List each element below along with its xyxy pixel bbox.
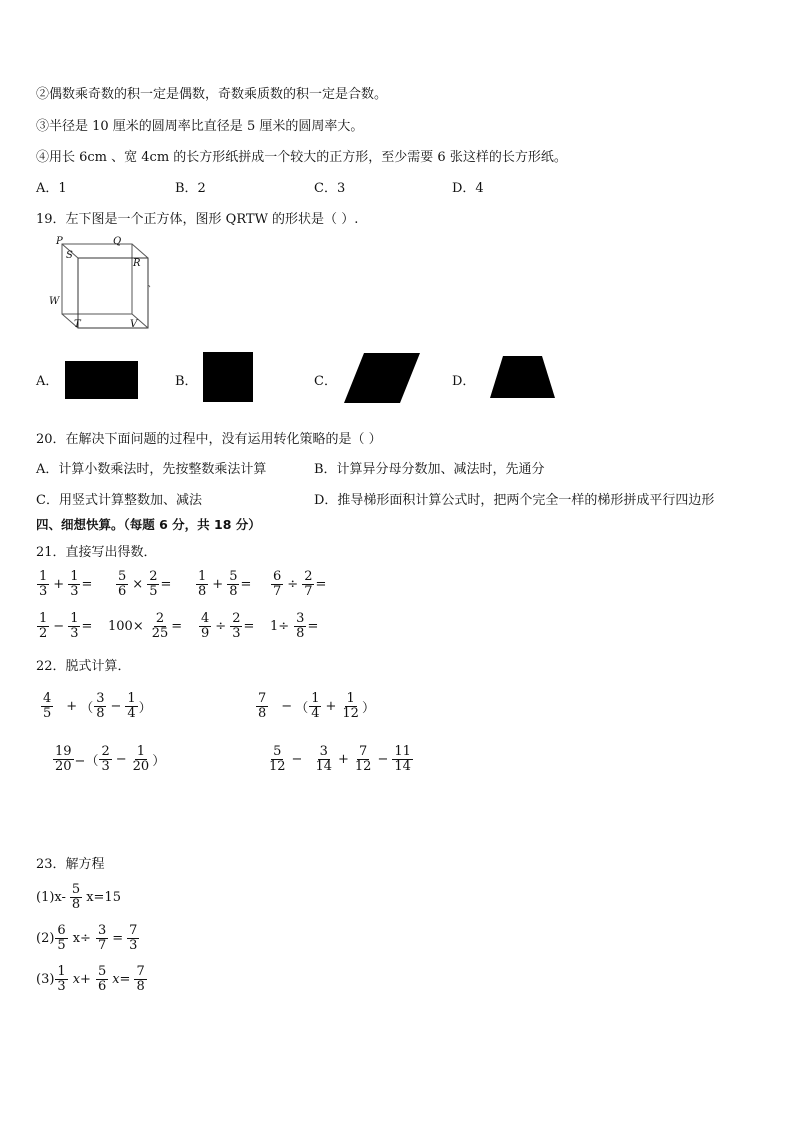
- operator: +: [212, 576, 224, 592]
- operator: −: [115, 751, 127, 767]
- denominator: 6: [97, 978, 107, 994]
- q21-r1-item-1: [36, 570, 92, 598]
- q22-stem: 22．脱式计算．: [36, 659, 131, 674]
- denominator: 7: [97, 937, 107, 953]
- denominator: 14: [394, 758, 411, 774]
- statement-3: ③半径是 10 厘米的圆周率比直径是 5 厘米的圆周率大。: [36, 119, 364, 134]
- numerator: 5: [118, 569, 127, 584]
- numerator: 3: [97, 923, 107, 938]
- denominator: 8: [296, 625, 305, 641]
- cube-label-r: R: [133, 258, 141, 269]
- numerator: 1: [346, 691, 355, 706]
- operator: +: [53, 576, 65, 592]
- denominator: 7: [304, 583, 313, 599]
- denominator: 8: [258, 705, 267, 721]
- numerator: 5: [229, 569, 238, 584]
- q21-r1-item-3: [195, 570, 251, 598]
- q21-r1-item-2: [115, 570, 171, 598]
- q19-option-a[interactable]: A．: [36, 374, 59, 389]
- numerator: 2: [101, 744, 110, 759]
- numerator: 7: [136, 964, 145, 979]
- numerator: 1: [198, 569, 207, 584]
- equals: =: [171, 618, 183, 634]
- denominator: 2: [39, 625, 48, 641]
- rectangle-shape-icon: [65, 361, 138, 399]
- cube-label-q: Q: [113, 236, 122, 247]
- numerator: 1: [57, 964, 66, 979]
- operator: −: [281, 698, 293, 714]
- cube-label-t: T: [74, 319, 81, 330]
- denominator: 3: [129, 937, 138, 953]
- suffix: x=15: [86, 889, 121, 905]
- q20-stem: 20．在解决下面问题的过程中，没有运用转化策略的是（ ）: [36, 432, 382, 447]
- right-paren: ）: [138, 700, 152, 716]
- numerator: 1: [39, 569, 48, 584]
- cube-label-s: S: [66, 250, 73, 261]
- q22-expression-2: [255, 692, 375, 720]
- denominator: 5: [149, 583, 158, 599]
- operator: −: [377, 751, 389, 767]
- middle: x+: [72, 971, 91, 987]
- left-paren: （: [295, 700, 309, 716]
- q20-option-a[interactable]: A．计算小数乘法时，先按整数乘法计算: [36, 462, 267, 477]
- q19-option-c[interactable]: C．: [314, 374, 337, 389]
- left-paren: （: [80, 700, 94, 716]
- cube-mark: 、: [147, 276, 158, 289]
- operator: ÷: [287, 576, 299, 592]
- right-paren: ）: [152, 753, 166, 769]
- denominator: 3: [70, 625, 79, 641]
- numerator: 3: [96, 691, 105, 706]
- q21-r2-item-2: [108, 612, 182, 640]
- square-shape-icon: [203, 352, 253, 402]
- numerator: 4: [201, 611, 210, 626]
- denominator: 6: [118, 583, 127, 599]
- numerator: 1: [127, 691, 136, 706]
- denominator: 4: [311, 705, 320, 721]
- cube-label-p: P: [56, 236, 63, 247]
- denominator: 20: [55, 758, 72, 774]
- prefix: (2): [36, 930, 55, 946]
- denominator: 8: [71, 896, 81, 912]
- q21-r1-item-4: [270, 570, 326, 598]
- denominator: 14: [315, 758, 332, 774]
- q23-equation-1: [36, 883, 121, 911]
- denominator: 7: [273, 583, 282, 599]
- numerator: 11: [394, 744, 411, 759]
- denominator: 12: [354, 758, 372, 774]
- denominator: 8: [136, 978, 145, 994]
- denominator: 12: [269, 758, 286, 774]
- denominator: 3: [70, 583, 79, 599]
- denominator: 8: [229, 583, 238, 599]
- q20-option-c[interactable]: C．用竖式计算整数加、减法: [36, 493, 202, 508]
- numerator: 3: [319, 744, 328, 759]
- prefix: (1)x-: [36, 889, 66, 905]
- denominator: 3: [232, 625, 241, 641]
- numerator: 6: [273, 569, 282, 584]
- q21-stem: 21．直接写出得数．: [36, 545, 157, 560]
- q21-r2-item-3: [198, 612, 254, 640]
- q18-option-c: C．3: [314, 181, 346, 196]
- operator: +: [325, 698, 337, 714]
- numerator: 7: [359, 744, 368, 759]
- middle: x÷: [72, 930, 91, 946]
- q20-option-d[interactable]: D．推导梯形面积计算公式时，把两个完全一样的梯形拼成平行四边形: [314, 493, 715, 508]
- denominator: 8: [198, 583, 207, 599]
- numerator: 2: [304, 569, 313, 584]
- equals: =: [307, 618, 319, 634]
- numerator: 1: [70, 569, 79, 584]
- q21-r2-item-4: [270, 612, 318, 640]
- denominator: 8: [96, 705, 105, 721]
- numerator: 5: [71, 882, 81, 897]
- numerator: 1: [311, 691, 320, 706]
- q23-equation-2: [36, 924, 140, 952]
- statement-2: ②偶数乘奇数的积一定是偶数，奇数乘质数的积一定是合数。: [36, 87, 388, 102]
- numerator: 5: [97, 964, 107, 979]
- q19-option-d[interactable]: D．: [452, 374, 476, 389]
- operator: −: [53, 618, 65, 634]
- q19-stem: 19．左下图是一个正方体，图形 QRTW 的形状是（ ）.: [36, 212, 359, 227]
- prefix: (3): [36, 971, 55, 987]
- operator: ÷: [215, 618, 227, 634]
- numerator: 1: [136, 744, 146, 759]
- q18-option-a: A．1: [36, 181, 67, 196]
- numerator: 19: [55, 744, 72, 759]
- operator: −（: [74, 753, 99, 769]
- numerator: 3: [296, 611, 305, 626]
- statement-4: ④用长 6cm 、宽 4cm 的长方形纸拼成一个较大的正方形，至少需要 6 张这样的长方形纸。: [36, 150, 567, 165]
- q22-expression-3: [52, 745, 165, 773]
- cube-label-w: W: [49, 296, 60, 307]
- numerator: 7: [129, 923, 138, 938]
- prefix: 1÷: [270, 618, 290, 634]
- numerator: 5: [273, 744, 282, 759]
- prefix: 100×: [108, 618, 144, 634]
- trapezoid-shape-icon: [490, 356, 555, 398]
- equals: =: [81, 576, 93, 592]
- numerator: 1: [39, 611, 48, 626]
- numerator: 6: [57, 923, 66, 938]
- parallelogram-shape-icon: [344, 353, 420, 403]
- right-paren: ）: [361, 700, 375, 716]
- operator: ×: [132, 576, 144, 592]
- denominator: 9: [201, 625, 210, 641]
- operator: +: [338, 751, 349, 767]
- denominator: 3: [101, 758, 110, 774]
- denominator: 12: [342, 705, 359, 721]
- numerator: 2: [155, 611, 165, 626]
- numerator: 1: [70, 611, 79, 626]
- equals: =: [160, 576, 172, 592]
- section-4-heading: 四、细想快算。（每题 6 分，共 18 分）: [36, 517, 261, 532]
- numerator: 4: [43, 691, 52, 706]
- q22-expression-1: [40, 692, 152, 720]
- q23-equation-3: [36, 965, 148, 993]
- q22-expression-4: [266, 745, 414, 773]
- denominator: 5: [43, 705, 52, 721]
- q18-option-b: B．2: [175, 181, 206, 196]
- denominator: 3: [57, 978, 66, 994]
- numerator: 2: [149, 569, 158, 584]
- q19-option-b[interactable]: B．: [175, 374, 198, 389]
- equals: =: [315, 576, 327, 592]
- denominator: 25: [151, 625, 169, 641]
- operator: −: [291, 751, 303, 767]
- denominator: 20: [132, 758, 150, 774]
- equals: =: [240, 576, 252, 592]
- cube-label-v: V: [130, 319, 138, 330]
- numerator: 7: [258, 691, 267, 706]
- q20-option-b[interactable]: B．计算异分母分数加、减法时，先通分: [314, 462, 545, 477]
- operator: +: [66, 698, 78, 714]
- q23-stem: 23．解方程: [36, 857, 105, 872]
- denominator: 4: [127, 705, 136, 721]
- equals: =: [112, 930, 124, 946]
- numerator: 2: [232, 611, 241, 626]
- denominator: 3: [39, 583, 48, 599]
- q18-option-d: D．4: [452, 181, 484, 196]
- q21-r2-item-1: [36, 612, 92, 640]
- operator: −: [110, 698, 122, 714]
- denominator: 5: [57, 937, 66, 953]
- equals: =: [81, 618, 93, 634]
- equals: =: [243, 618, 255, 634]
- middle-2: x=: [112, 971, 131, 987]
